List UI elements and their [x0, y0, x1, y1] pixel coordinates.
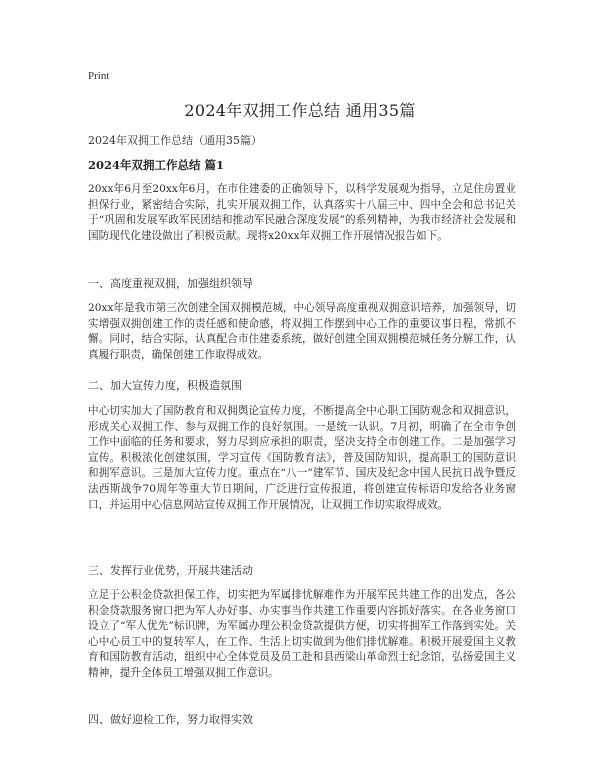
section-title: 2024年双拥工作总结 篇1 — [88, 158, 225, 172]
heading-4: 四、做好迎检工作，努力取得实效 — [88, 713, 253, 726]
print-label[interactable]: Print — [88, 70, 110, 82]
heading-1: 一、高度重视双拥，加强组织领导 — [88, 277, 253, 290]
heading-3: 三、发挥行业优势，开展共建活动 — [88, 564, 253, 577]
heading-2: 二、加大宣传力度，积极造氛围 — [88, 379, 242, 392]
paragraph-3: 立足于公积金贷款担保工作，切实把为军属排忧解难作为开展军民共建工作的出发点，各公积金贷款服务窗口把为军人办好事、办实事当作共建工作重要内容抓好落实。在各业务窗口设立了“军人优先”标识牌，为军属办理公积金贷款提供方便，切实将拥军工作落到实处。关心中心员工中的复转军人，在工作、生活上切实做到为他们排忧解难。积极开展爱国主义教育和国防教育活动，组织中心全体党员及员工赴和县西梁山革命烈士纪念馆，弘扬爱国主义精神，提升全体员工增强双拥工作意识。 — [88, 589, 516, 679]
page-title: 2024年双拥工作总结 通用35篇 — [184, 101, 416, 120]
document-subtitle: 2024年双拥工作总结（通用35篇） — [88, 134, 262, 147]
paragraph-2: 中心切实加大了国防教育和双拥舆论宣传力度，不断提高全中心职工国防观念和双拥意识，形成关心双拥工作、参与双拥工作的良好氛围。一是统一认识。7月初，明确了在全市争创工作中面临的任务和要求，努力尽到应承担的职责，坚决支持全市创建工作。二是加强学习宣传。积极浓化创建氛围，学习宣传《国防教育法》，普及国防知识，提高职工的国防意识和拥军意识。三是加大宣传力度。重点在“八一”建军节、国庆及纪念中国人民抗日战争暨反法西斯战争70周年等重大节日期间，广泛进行宣传报道，将创建宣传标语印发给各业务窗口，并运用中心信息网站宣传双拥工作开展情况，让双拥工作切实取得成效。 — [88, 405, 516, 511]
paragraph-1: 20xx年是我市第三次创建全国双拥模范城，中心领导高度重视双拥意识培养，加强领导，切实增强双拥创建工作的责任感和使命感，将双拥工作摆到中心工作的重要议事日程，常抓不懈。同时，结合实际，认真配合市住建委系统，做好创建全国双拥模范城任务分解工作，认真履行职责，确保创建工作取得成效。 — [88, 302, 516, 361]
intro-paragraph: 20xx年6月至20xx年6月，在市住建委的正确领导下，以科学发展观为指导，立足住房置业担保行业，紧密结合实际，扎实开展双拥工作，认真落实十八届三中、四中全会和总书记关于“巩固和发展军政军民团结和推动军民融合深度发展”的系列精神，为我市经济社会发展和国防现代化建设做出了积极贡献。现将x20xx年双拥工作开展情况报告如下。 — [88, 183, 516, 242]
